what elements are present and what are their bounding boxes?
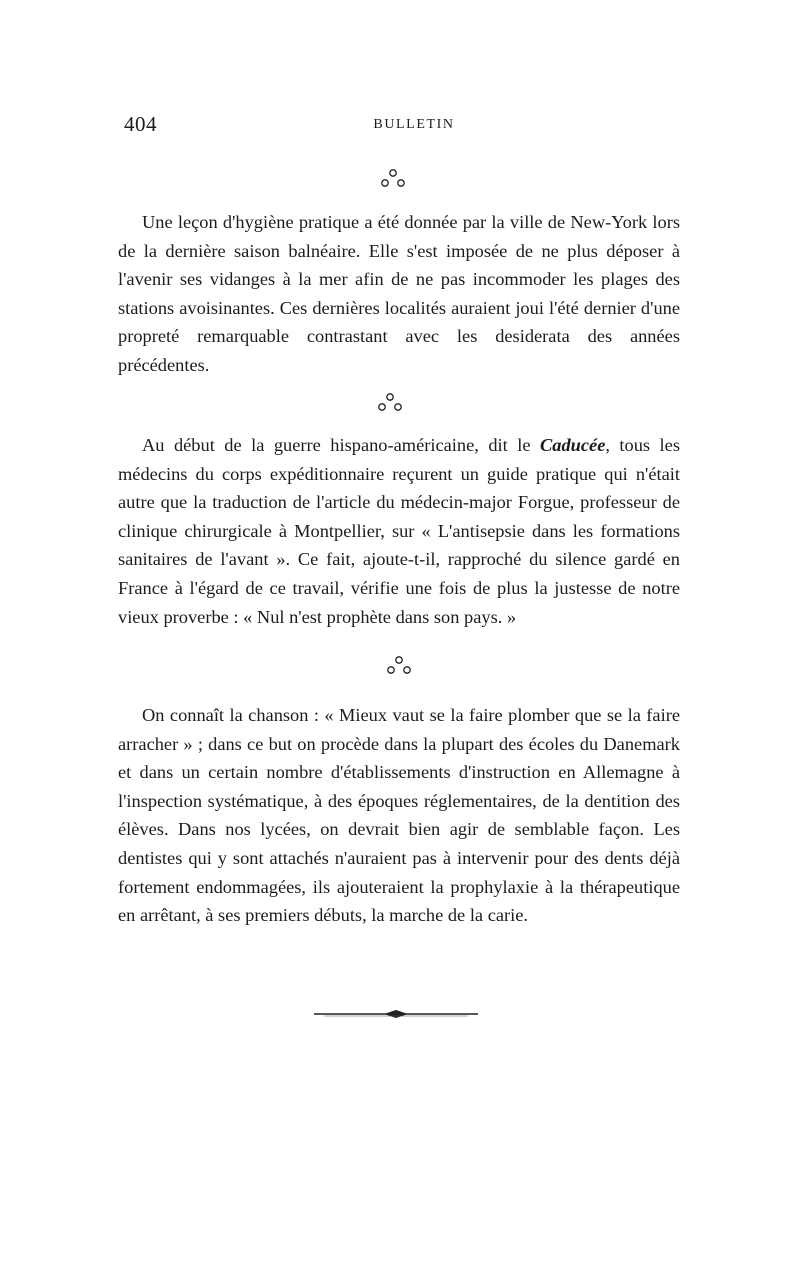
paragraph-new-york	[118, 208, 680, 380]
paragraph-chanson	[118, 701, 680, 930]
journal-title-italic: Caducée	[539, 435, 606, 455]
tailpiece-rule-icon	[314, 1008, 478, 1020]
asterism-separator-icon	[370, 391, 410, 413]
paragraph-text-before: Au début de la guerre hispano-américaine, dit le	[142, 435, 540, 455]
paragraph-caducee	[118, 431, 680, 631]
asterism-separator-icon	[379, 654, 419, 676]
running-head: BULLETIN	[373, 117, 455, 132]
asterism-separator-icon	[373, 167, 413, 189]
paragraph-text: Une leçon d'hygiène pratique a été donnée par la ville de New-York lors de la dernière saison balnéaire. Elle s'est imposée de ne plus déposer à l'avenir ses vidanges à la mer afin de ne pas incommoder les plages des stations avoisinantes. Ces dernières localités auraient joui l'été dernier d'une propreté remarquable contrastant avec les desiderata des années précédentes.	[118, 212, 680, 375]
paragraph-text-after: , tous les médecins du corps expéditionnaire reçurent un guide pratique qui n'était autre que la traduction de l'article du médecin-major Forgue, professeur de clinique chirurgicale à Montpellier, sur « L'antisepsie dans les formations sanitaires de l'avant ». Ce fait, ajoute-t-il, rapproché du silence gardé en France à l'égard de ce travail, vérifie une fois de plus la justesse de notre vieux proverbe : « Nul n'est prophète dans son pays. »	[118, 435, 680, 627]
page-number: 404	[124, 112, 157, 136]
paragraph-text: On connaît la chanson : « Mieux vaut se la faire plomber que se la faire arracher » ; dans ce but on procède dans la plupart des écoles du Danemark et dans un certain nombre d'établissements d'instruction en Allemagne à l'inspection systématique, à des époques réglementaires, de la dentition des élèves. Dans nos lycées, on devrait bien agir de semblable façon. Les dentistes qui y sont attachés n'auraient pas à intervenir pour des dents déjà fortement endommagées, ils ajouteraient la prophylaxie à la thérapeutique en arrêtant, à ses premiers débuts, la marche de la carie.	[118, 705, 680, 926]
